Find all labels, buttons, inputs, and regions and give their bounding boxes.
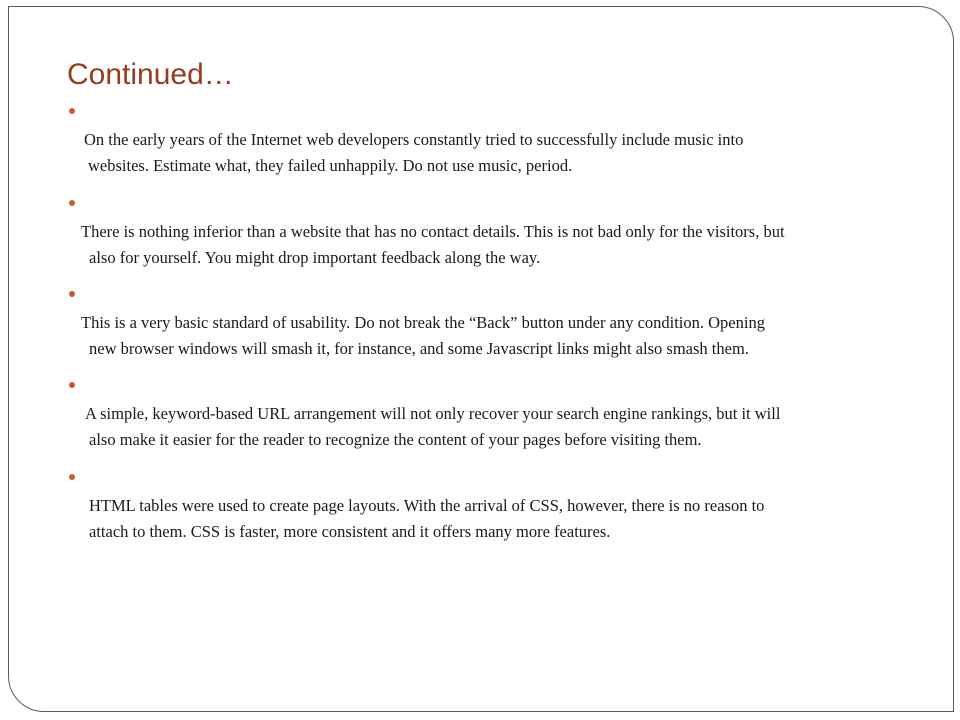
bullet-dot	[69, 108, 75, 114]
paragraph-line: websites. Estimate what, they failed unhappily. Do not use music, period.	[88, 156, 573, 175]
paragraph-contact	[81, 219, 785, 271]
paragraph-music	[84, 127, 743, 179]
paragraph-line: There is nothing inferior than a website that has no contact details. This is not bad only for the visitors, but	[81, 222, 785, 241]
slide-frame	[8, 6, 954, 712]
paragraph-line: HTML tables were used to create page layouts. With the arrival of CSS, however, there is no reason to	[89, 496, 765, 515]
paragraph-url	[85, 401, 780, 453]
paragraph-line: also make it easier for the reader to recognize the content of your pages before visiting them.	[89, 430, 702, 449]
bullet-dot	[69, 291, 75, 297]
paragraph-line: On the early years of the Internet web developers constantly tried to successfully include music into	[84, 130, 744, 149]
paragraph-line: also for yourself. You might drop important feedback along the way.	[89, 248, 541, 267]
paragraph-html-tables	[89, 493, 764, 545]
paragraph-line: This is a very basic standard of usability. Do not break the “Back” button under any condition. Opening	[81, 313, 765, 332]
bullet-dot	[69, 474, 75, 480]
paragraph-line: attach to them. CSS is faster, more consistent and it offers many more features.	[89, 522, 611, 541]
paragraph-back-button	[81, 310, 765, 362]
bullet-dot	[69, 200, 75, 206]
slide-title: Continued…	[67, 58, 234, 91]
paragraph-line: new browser windows will smash it, for instance, and some Javascript links might also smash them.	[89, 339, 749, 358]
bullet-dot	[69, 382, 75, 388]
paragraph-line: A simple, keyword-based URL arrangement will not only recover your search engine rankings, but it will	[85, 404, 781, 423]
